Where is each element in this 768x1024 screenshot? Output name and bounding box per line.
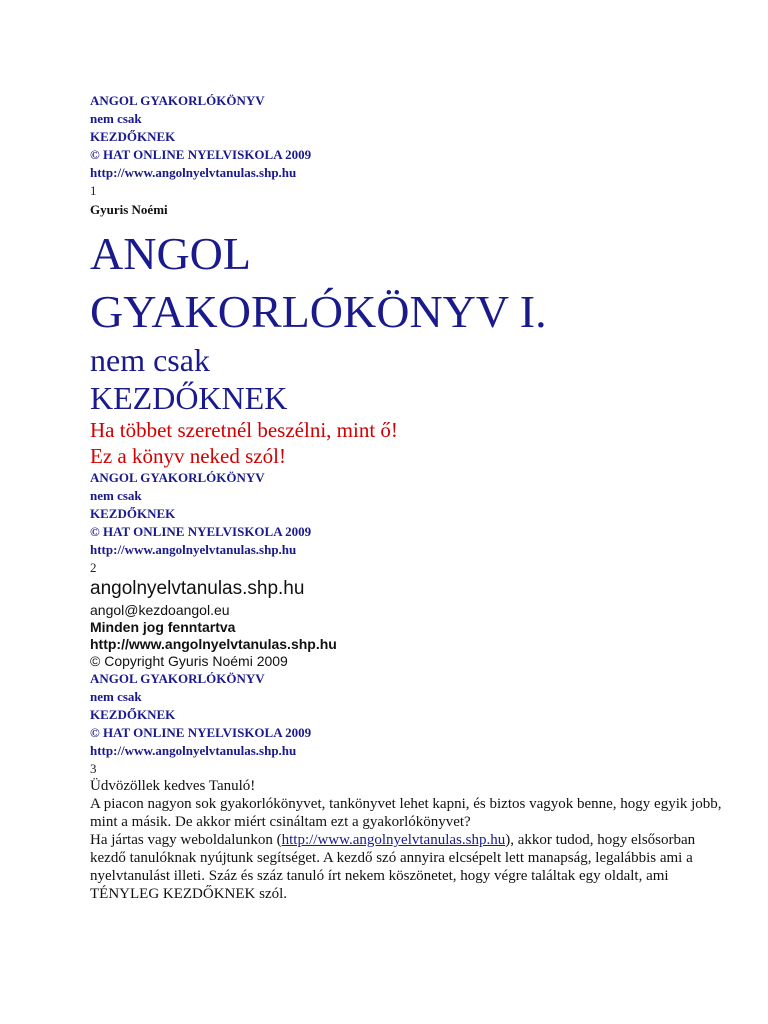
page-number-3: 3 <box>90 761 97 776</box>
header-title: ANGOL GYAKORLÓKÖNYV <box>90 470 265 485</box>
copyright-notice: © Copyright Gyuris Noémi 2009 <box>90 653 288 669</box>
website-paragraph-end: ), akkor tudod, hogy elsősorban kezdő tanulóknak nyújtunk segítséget. A kezdő szó annyira elcsépelt lett manapság, legalábbis ami a nyelvtanulást illeti. Száz és száz tanuló írt nekem köszönetet, hogy végre találtak egy oldalt, ami TÉNYLEG KEZDŐKNEK szól. <box>90 832 696 902</box>
running-header-2 <box>90 469 730 559</box>
header-subtitle-2: KEZDŐKNEK <box>90 707 176 722</box>
header-url-link[interactable]: http://www.angolnyelvtanulas.shp.hu <box>90 743 297 758</box>
book-subtitle-line-1: nem csak <box>90 342 210 378</box>
author-name: Gyuris Noémi <box>90 202 168 217</box>
website-inline-link[interactable]: http://www.angolnyelvtanulas.shp.hu <box>281 832 506 848</box>
tagline-line-1: Ha többet szeretnél beszélni, mint ő! <box>90 418 398 442</box>
page-number-2: 2 <box>90 560 97 575</box>
document-page <box>90 92 730 903</box>
header-subtitle-2: KEZDŐKNEK <box>90 506 176 521</box>
header-url-link[interactable]: http://www.angolnyelvtanulas.shp.hu <box>90 165 297 180</box>
header-url-link[interactable]: http://www.angolnyelvtanulas.shp.hu <box>90 542 297 557</box>
book-title-line-2: GYAKORLÓKÖNYV I. <box>90 286 547 337</box>
header-copyright: © HAT ONLINE NYELVISKOLA 2009 <box>90 524 312 539</box>
header-copyright: © HAT ONLINE NYELVISKOLA 2009 <box>90 147 312 162</box>
header-title: ANGOL GYAKORLÓKÖNYV <box>90 93 265 108</box>
book-title-line-1: ANGOL <box>90 228 251 279</box>
website-paragraph <box>90 831 730 903</box>
header-subtitle-2: KEZDŐKNEK <box>90 129 176 144</box>
header-copyright: © HAT ONLINE NYELVISKOLA 2009 <box>90 725 312 740</box>
book-subtitle-line-2: KEZDŐKNEK <box>90 380 288 416</box>
contact-email[interactable]: angol@kezdoangol.eu <box>90 602 230 618</box>
header-title: ANGOL GYAKORLÓKÖNYV <box>90 671 265 686</box>
header-subtitle-1: nem csak <box>90 689 142 704</box>
page-number-1: 1 <box>90 183 97 198</box>
rights-reserved: Minden jog fenntartva <box>90 619 236 635</box>
running-header-3 <box>90 670 730 760</box>
site-name: angolnyelvtanulas.shp.hu <box>90 578 305 599</box>
intro-paragraph: A piacon nagyon sok gyakorlókönyvet, tankönyvet lehet kapni, és biztos vagyok benne, hogy egyik jobb, mint a másik. De akkor miért csináltam ezt a gyakorlókönyvet? <box>90 796 722 830</box>
greeting: Üdvözöllek kedves Tanuló! <box>90 778 256 794</box>
running-header-1 <box>90 92 730 182</box>
website-paragraph-start: Ha jártas vagy weboldalunkon ( <box>90 832 282 848</box>
tagline-line-2: Ez a könyv neked szól! <box>90 444 286 468</box>
site-url-link[interactable]: http://www.angolnyelvtanulas.shp.hu <box>90 636 337 652</box>
header-subtitle-1: nem csak <box>90 111 142 126</box>
header-subtitle-1: nem csak <box>90 488 142 503</box>
